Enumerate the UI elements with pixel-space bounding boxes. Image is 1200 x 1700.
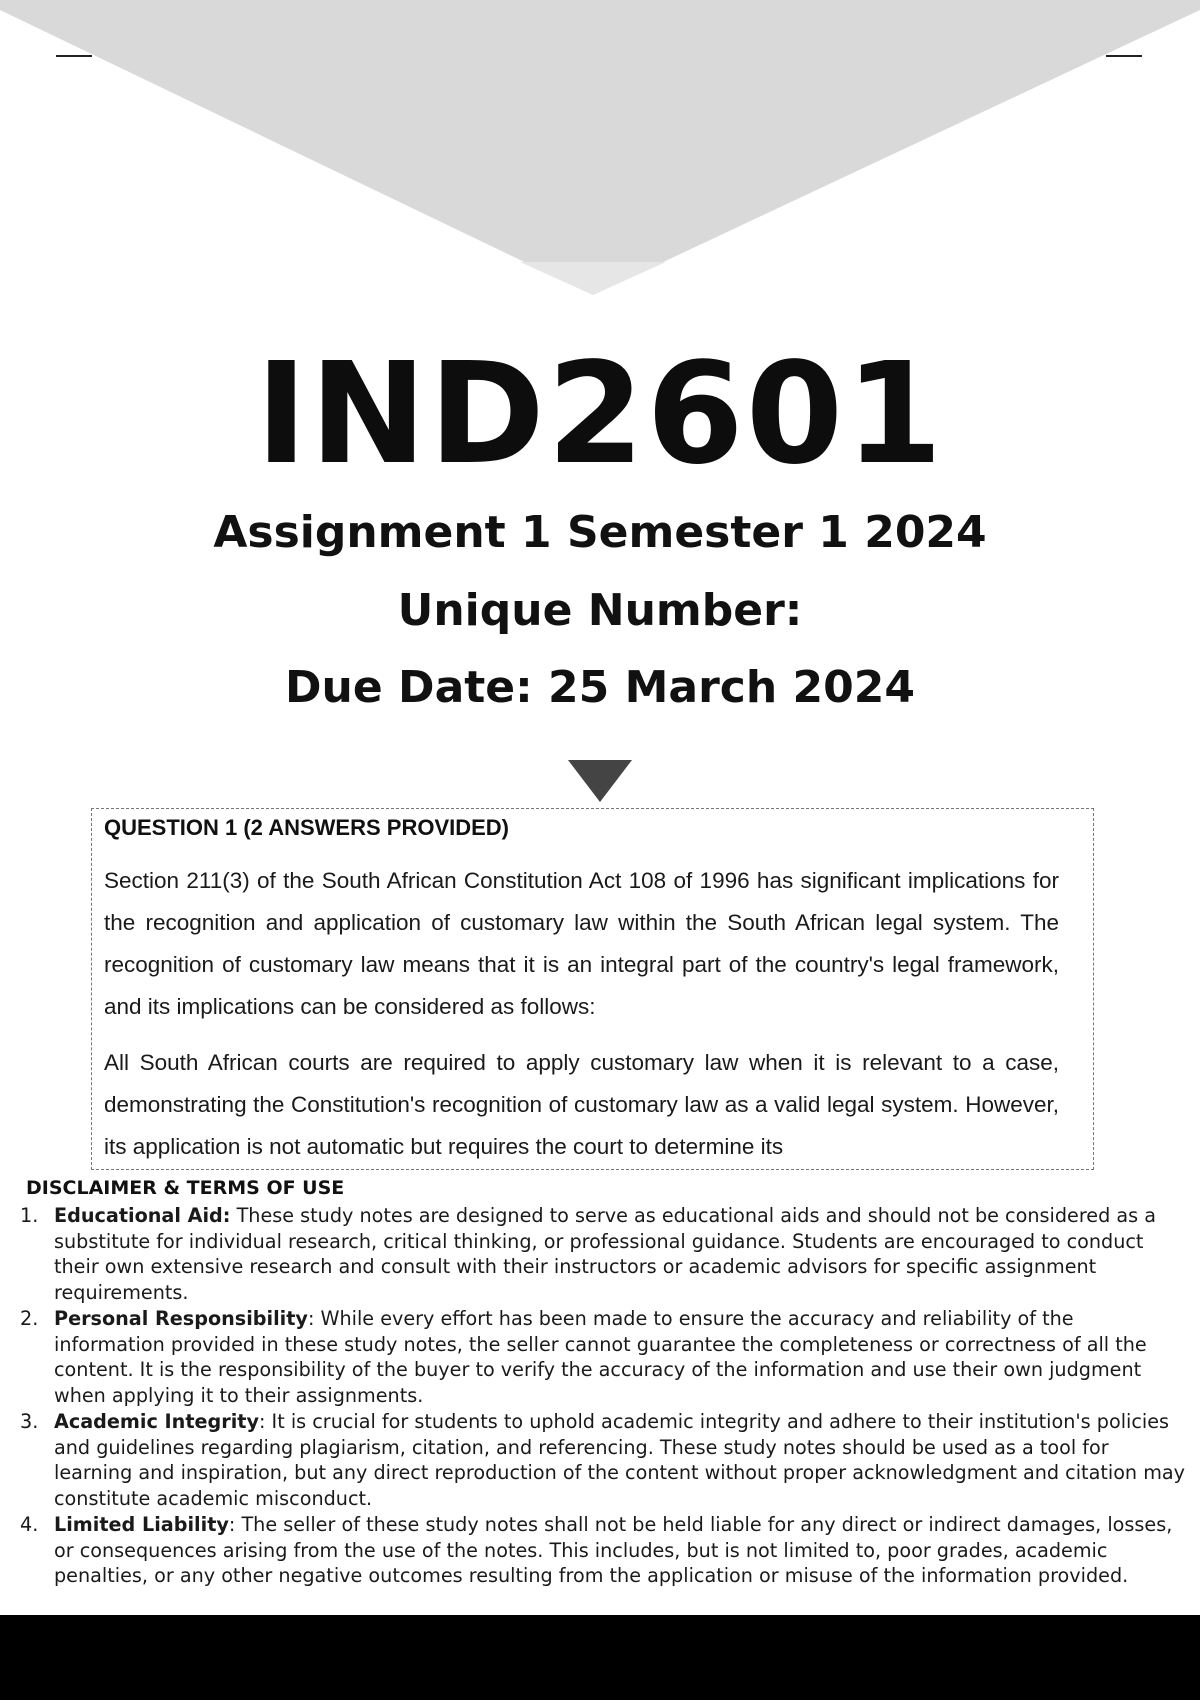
disclaimer-item-heading: Limited Liability	[54, 1513, 229, 1536]
question-preview-box	[91, 808, 1094, 1170]
corner-mark-right	[1106, 55, 1142, 57]
disclaimer-item-number: 1.	[20, 1204, 39, 1227]
corner-mark-left	[56, 55, 92, 57]
header-chevron-banner	[0, 0, 1200, 300]
disclaimer-item	[0, 1306, 1185, 1408]
down-arrow-icon	[568, 760, 632, 802]
disclaimer-item-heading: Personal Responsibility	[54, 1307, 308, 1330]
disclaimer-item-text: : While every effort has been made to ensure the accuracy and reliability of the information provided in these study notes, the seller cannot guarantee the completeness or correctness of all the content. It is the responsibility of the buyer to verify the accuracy of the information and use their own judgment when applying it to their assignments.	[54, 1307, 1147, 1407]
course-code-title: IND2601	[255, 333, 945, 496]
question-paragraph: All South African courts are required to apply customary law when it is relevant to a case, demonstrating the Constitution's recognition of customary law as a valid legal system. However, its application is not automatic but requires the court to determine its	[104, 1050, 1059, 1159]
disclaimer-item	[0, 1203, 1185, 1305]
disclaimer-item-number: 4.	[20, 1513, 39, 1536]
unique-number-line: Unique Number:	[397, 585, 803, 636]
banner-chevron-shape	[0, 0, 1200, 295]
disclaimer-item	[0, 1409, 1185, 1511]
disclaimer-item-heading: Academic Integrity	[54, 1410, 259, 1433]
disclaimer-item-text: These study notes are designed to serve as educational aids and should not be considered as a substitute for individual research, critical thinking, or professional guidance. Students are encouraged to conduct their own extensive research and consult with their instructors or academic advisors for specific assignment requirements.	[54, 1204, 1156, 1304]
question-paragraph: Section 211(3) of the South African Constitution Act 108 of 1996 has significant implications for the recognition and application of customary law within the South African legal system. The recognition of customary law means that it is an integral part of the country's legal framework, and its implications can be considered as follows:	[104, 868, 1059, 1019]
footer-black-bar	[0, 1615, 1200, 1700]
disclaimer-item-number: 3.	[20, 1410, 39, 1433]
disclaimer-item-text: : It is crucial for students to uphold academic integrity and adhere to their institution's policies and guidelines regarding plagiarism, citation, and referencing. These study notes should be used as a tool for learning and inspiration, but any direct reproduction of the content without proper acknowledgment and citation may constitute academic misconduct.	[54, 1410, 1185, 1510]
disclaimer-item-number: 2.	[20, 1307, 39, 1330]
disclaimer-item-text: : The seller of these study notes shall not be held liable for any direct or indirect damages, losses, or consequences arising from the use of the notes. This includes, but is not limited to, poor grades, academic penalties, or any other negative outcomes resulting from the application or misuse of the information provided.	[54, 1513, 1173, 1587]
question-title: QUESTION 1 (2 ANSWERS PROVIDED)	[104, 815, 510, 840]
assignment-subtitle: Assignment 1 Semester 1 2024	[213, 507, 987, 558]
disclaimer-item	[0, 1512, 1185, 1589]
banner-notch-shape	[520, 262, 666, 295]
disclaimer-item-heading: Educational Aid:	[54, 1204, 231, 1227]
due-date-line: Due Date: 25 March 2024	[285, 662, 915, 713]
disclaimer-list	[0, 1203, 1185, 1590]
disclaimer-title: DISCLAIMER & TERMS OF USE	[26, 1177, 345, 1199]
